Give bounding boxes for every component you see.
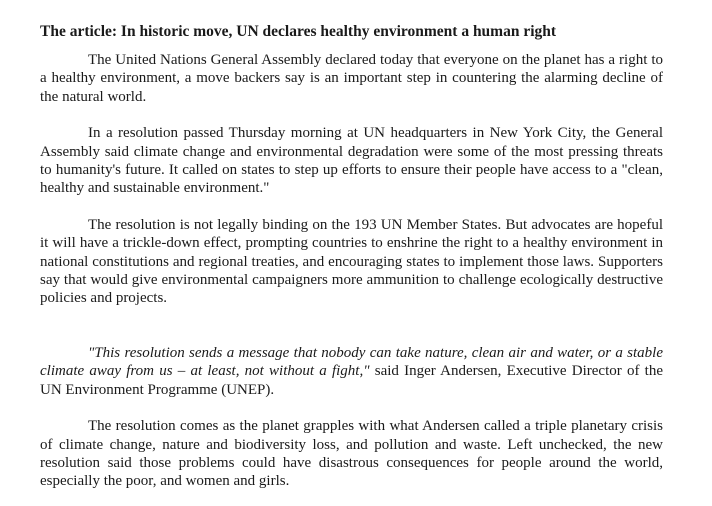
article-paragraph-final: The resolution comes as the planet grapples with what Andersen called a triple planetary crisis of climate change, nature and biodiversity loss, and pollution and waste. Left unchecked, the new resolution said those problems could have disastrous consequences for people around the world, especially the poor, and women and girls.	[40, 418, 663, 490]
quote-paragraph	[40, 344, 663, 399]
quote-text: "This resolution sends a message that nobody can take nature, clean air and water, or a stable climate away from us – at least, not without a fight,"	[40, 344, 663, 380]
article-container	[40, 22, 663, 491]
quote-attribution: said Inger Andersen, Executive Director of the UN Environment Programme (UNEP).	[40, 363, 663, 398]
article-title: The article: In historic move, UN declares healthy environment a human right	[40, 23, 557, 40]
article-paragraph-1: The United Nations General Assembly declared today that everyone on the planet has a right to a healthy environment, a move backers say is an important step in countering the alarming decline of the natural world.	[40, 52, 663, 105]
article-paragraph-2: In a resolution passed Thursday morning at UN headquarters in New York City, the General Assembly said climate change and environmental degradation were some of the most pressing threats to humanity's future. It called on states to step up efforts to ensure their people have access to a "clean, healthy and sustainable environment."	[40, 125, 663, 197]
article-paragraph-3: The resolution is not legally binding on the 193 UN Member States. But advocates are hopeful it will have a trickle-down effect, prompting countries to enshrine the right to a healthy environment in national constitutions and regional treaties, and encouraging states to implement those laws. Supporters say that would give environmental campaigners more ammunition to challenge ecologically destructive policies and projects.	[40, 216, 663, 307]
